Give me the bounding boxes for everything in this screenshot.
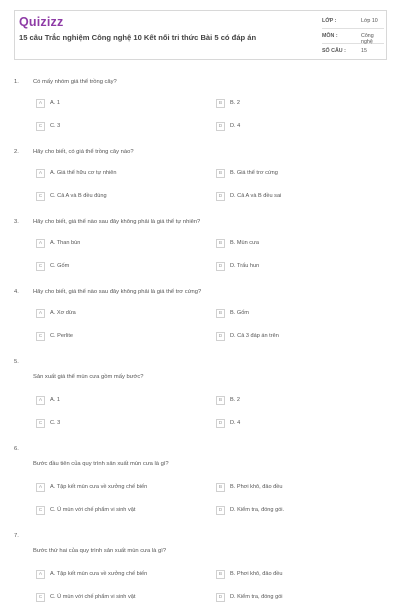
option-letter-box: D [216,192,225,201]
option-text: C. 3 [50,420,61,426]
option-letter-box: C [36,332,45,341]
option-text: C. Cả A và B đều đúng [50,193,107,199]
option-text: C. 3 [50,123,61,129]
option-letter-box: B [216,99,225,108]
option-text: D. Cả A và B đều sai [230,193,282,199]
option-text: B. Phơi khô, đảo đều [230,571,283,577]
option-text: C. Ủ mùn với chế phẩm vi sinh vật [50,594,136,600]
option-letter-box: B [216,309,225,318]
option-text: B. Mùn cưa [230,240,259,246]
option-letter-box: B [216,570,225,579]
meta-row-subject [322,29,384,44]
option-text: C. Perlite [50,333,74,339]
option-text: D. Trấu hun [230,263,260,269]
question-number: 5. [14,359,19,365]
option-text: D. 4 [230,420,241,426]
worksheet-meta [322,14,384,58]
option-letter-box: C [36,262,45,271]
option-letter-box: C [36,192,45,201]
question-number: 7. [14,533,19,539]
option-letter-box: A [36,309,45,318]
option-letter-box: D [216,593,225,602]
option-text: A. Tập kết mùn cưa về xưởng chế biến [50,484,148,490]
option-letter-box: D [216,332,225,341]
option-text: D. Kiểm tra, đóng gói [230,594,283,600]
option-letter-box: B [216,169,225,178]
option-letter-box: D [216,506,225,515]
option-letter-box: D [216,419,225,428]
option-text: C. Ủ mùn với chế phẩm vi sinh vật [50,507,136,513]
option-letter-box: B [216,239,225,248]
question-number: 6. [14,446,19,452]
meta-label: LỚP : [322,18,337,24]
option-text: A. Giá thể hữu cơ tự nhiên [50,170,117,176]
meta-label: SỐ CÂU : [322,48,346,54]
question-text: Bước thứ hai của quy trình sản xuất mùn cưa là gì? [33,548,167,554]
option-letter-box: B [216,396,225,405]
question-text: Hãy cho biết, giá thể nào sau đây không phải là giá thể trơ cứng? [33,289,202,295]
option-letter-box: C [36,593,45,602]
option-text: A. Xơ dừa [50,310,76,316]
option-text: D. Cả 3 đáp án trên [230,333,279,339]
option-letter-box: D [216,122,225,131]
question-text: Có mấy nhóm giá thể trồng cây? [33,79,117,85]
option-letter-box: A [36,396,45,405]
meta-value: Lớp 10 [361,18,378,24]
question-text: Sản xuất giá thể mùn cưa gồm mấy bước? [33,374,144,380]
option-text: A. Tập kết mùn cưa về xưởng chế biến [50,571,148,577]
option-letter-box: A [36,483,45,492]
option-letter-box: C [36,506,45,515]
option-text: B. Phơi khô, đảo đều [230,484,283,490]
quizizz-logo: Quizizz [19,15,64,29]
question-text: Bước đầu tiên của quy trình sản xuất mùn cưa là gì? [33,461,169,467]
option-letter-box: A [36,239,45,248]
meta-value: Công nghệ [361,33,374,45]
meta-row-count [322,44,384,58]
option-text: B. 2 [230,397,240,403]
option-letter-box: D [216,262,225,271]
option-text: B. Giá thể trơ cứng [230,170,278,176]
question-text: Hãy cho biết, có giá thể trồng cây nào? [33,149,134,155]
option-text: A. Than bùn [50,240,81,246]
question-number: 2. [14,149,19,155]
question-number: 4. [14,289,19,295]
option-text: D. 4 [230,123,241,129]
worksheet-title: 15 câu Trắc nghiệm Công nghệ 10 Kết nối tri thức Bài 5 có đáp án [19,33,257,42]
option-letter-box: B [216,483,225,492]
meta-row-class [322,14,384,29]
option-letter-box: C [36,122,45,131]
option-text: D. Kiểm tra, đóng gói. [230,507,285,513]
question-number: 3. [14,219,19,225]
question-text: Hãy cho biết, giá thể nào sau đây không phải là giá thể tự nhiên? [33,219,201,225]
option-text: A. 1 [50,100,60,106]
meta-label: MÔN : [322,33,338,39]
worksheet-header [14,10,387,60]
option-letter-box: C [36,419,45,428]
option-letter-box: A [36,570,45,579]
option-text: C. Gốm [50,263,70,269]
option-letter-box: A [36,169,45,178]
option-text: B. Gốm [230,310,249,316]
option-text: A. 1 [50,397,60,403]
option-text: B. 2 [230,100,240,106]
option-letter-box: A [36,99,45,108]
meta-value: 15 [361,48,367,54]
question-number: 1. [14,79,19,85]
